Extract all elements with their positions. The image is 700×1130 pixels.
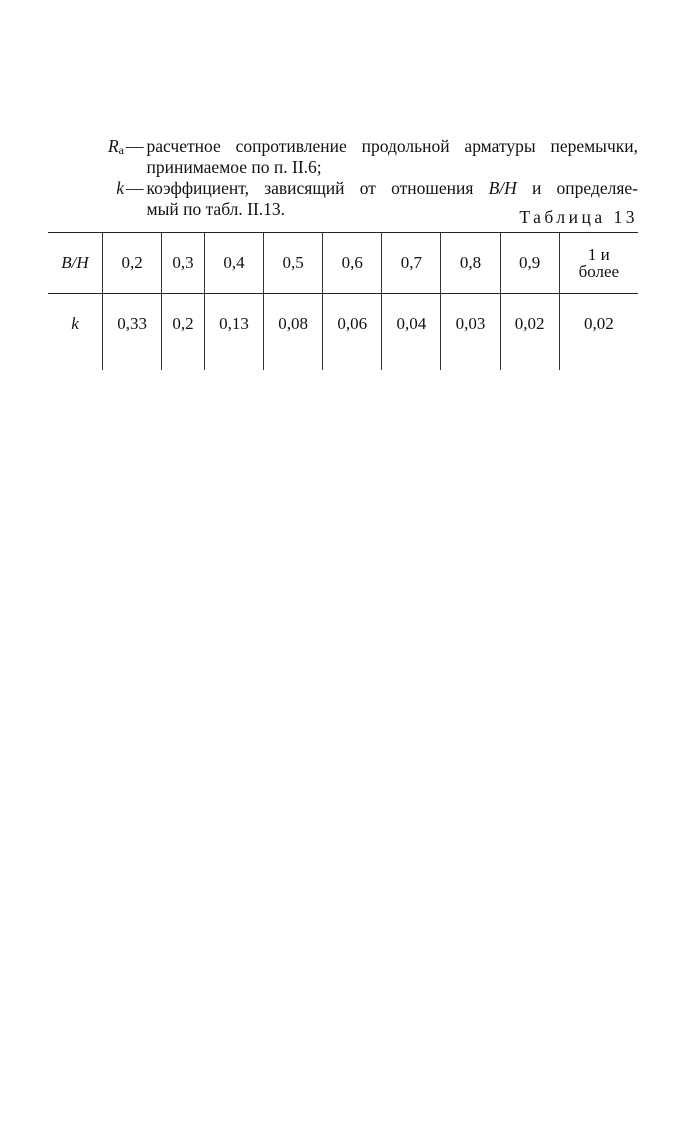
header-cell: 0,6 — [323, 233, 382, 294]
table-caption: Таблица 13 — [519, 207, 638, 227]
symbol-ra-subscript: a — [118, 143, 124, 157]
value-cell: 0,33 — [103, 294, 162, 371]
definition-line: расчетное сопротивление продольной арматуры перемычки, — [146, 136, 638, 156]
value-cell: 0,02 — [559, 294, 638, 371]
header-cell: 0,9 — [500, 233, 559, 294]
value-cell: 0,08 — [264, 294, 323, 371]
header-cell-last — [559, 233, 638, 294]
definition-ra — [78, 136, 638, 178]
header-last-line1: 1 и — [587, 245, 610, 264]
header-cell: 0,4 — [204, 233, 263, 294]
header-cell: 0,5 — [264, 233, 323, 294]
definition-line — [147, 178, 639, 199]
symbol-k: k — [116, 178, 124, 198]
value-cell: 0,2 — [162, 294, 205, 371]
coefficient-table — [48, 232, 638, 370]
header-cell: 0,8 — [441, 233, 500, 294]
definition-line: принимаемое по п. II.6; — [146, 157, 322, 177]
table-header-row — [48, 233, 638, 294]
definition-text-part: коэффициент, зависящий от отношения — [146, 178, 474, 198]
value-cell: 0,02 — [500, 294, 559, 371]
definition-line: мый по табл. II.13. — [146, 199, 286, 219]
ratio-symbol: B/H — [488, 178, 517, 198]
definition-ra-text — [147, 136, 639, 178]
row-label-bh: B/H — [48, 233, 103, 294]
symbol-ra-base: R — [107, 136, 119, 156]
value-cell: 0,04 — [382, 294, 441, 371]
value-cell: 0,13 — [204, 294, 263, 371]
dash: — — [126, 178, 144, 198]
header-cell: 0,3 — [162, 233, 205, 294]
header-cell: 0,2 — [103, 233, 162, 294]
definition-text-part: и определяе- — [532, 178, 639, 198]
header-last-line2: более — [578, 262, 620, 281]
value-cell: 0,06 — [323, 294, 382, 371]
header-cell: 0,7 — [382, 233, 441, 294]
dash: — — [126, 136, 144, 156]
symbol-ra — [78, 136, 124, 161]
value-cell: 0,03 — [441, 294, 500, 371]
table-row-k — [48, 294, 638, 371]
row-label-k: k — [71, 314, 79, 333]
